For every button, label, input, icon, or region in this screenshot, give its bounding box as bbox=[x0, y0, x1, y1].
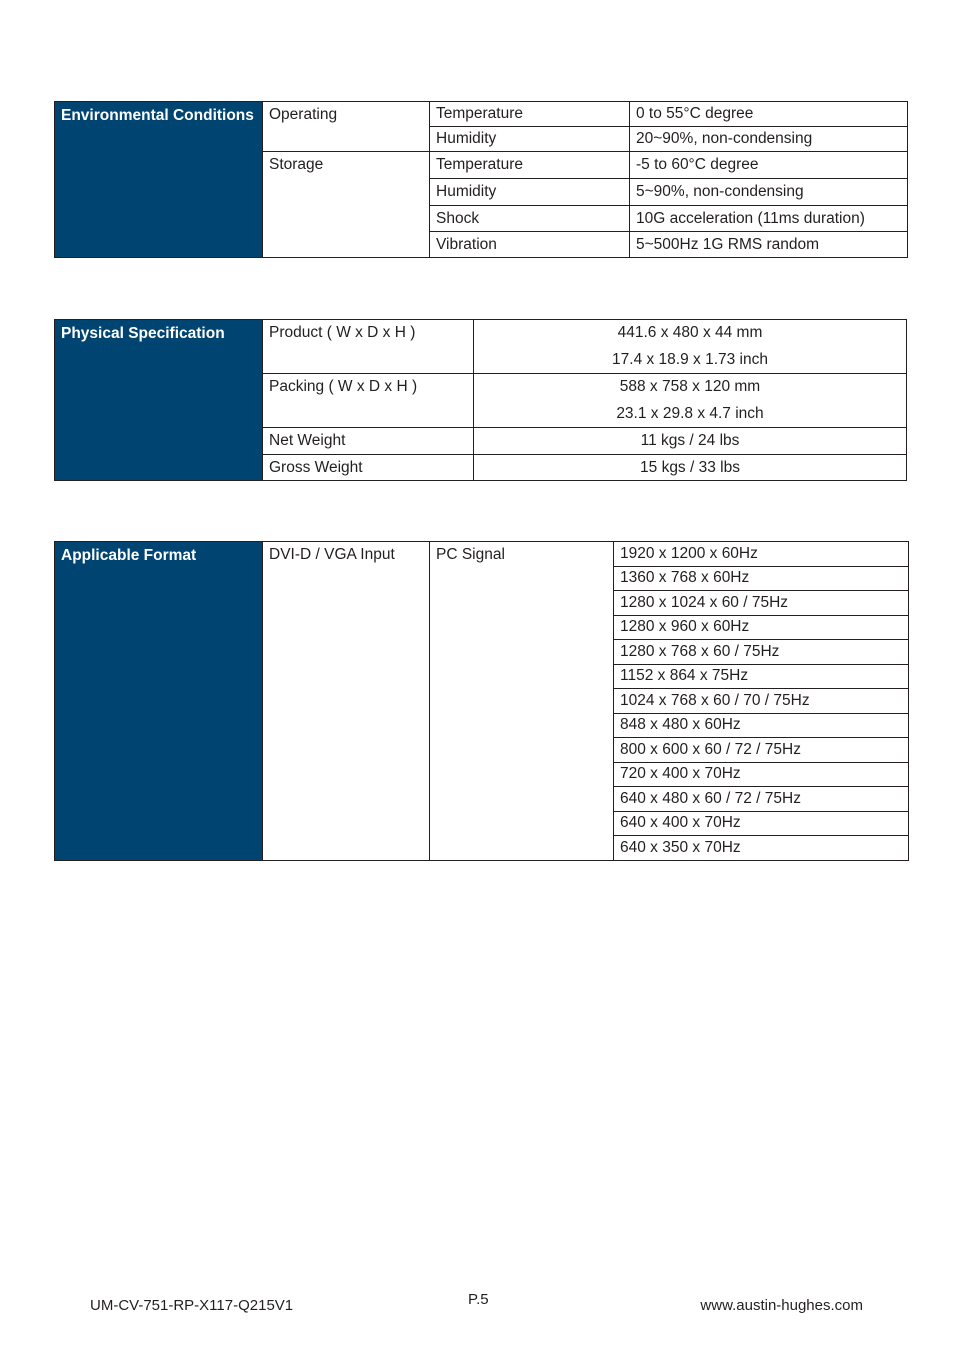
format-item: 800 x 600 x 60 / 72 / 75Hz bbox=[614, 738, 909, 763]
storage-temperature-value: -5 to 60°C degree bbox=[630, 152, 908, 179]
operating-label: Operating bbox=[263, 102, 430, 152]
format-item: 720 x 400 x 70Hz bbox=[614, 762, 909, 787]
operating-humidity-label: Humidity bbox=[430, 127, 630, 152]
format-item: 1360 x 768 x 60Hz bbox=[614, 566, 909, 591]
input-type-label: DVI-D / VGA Input bbox=[263, 542, 430, 861]
format-item: 640 x 400 x 70Hz bbox=[614, 811, 909, 836]
product-dimension-metric: 441.6 x 480 x 44 mm bbox=[474, 320, 907, 347]
format-item: 640 x 480 x 60 / 72 / 75Hz bbox=[614, 787, 909, 812]
storage-shock-value: 10G acceleration (11ms duration) bbox=[630, 206, 908, 232]
signal-type-label: PC Signal bbox=[430, 542, 614, 861]
net-weight-value: 11 kgs / 24 lbs bbox=[474, 428, 907, 455]
physical-table bbox=[54, 319, 907, 481]
footer-website: www.austin-hughes.com bbox=[700, 1297, 863, 1314]
format-item: 848 x 480 x 60Hz bbox=[614, 713, 909, 738]
storage-label: Storage bbox=[263, 152, 430, 258]
operating-temperature-value: 0 to 55°C degree bbox=[630, 102, 908, 127]
environmental-title: Environmental Conditions bbox=[55, 102, 263, 258]
footer-page-number: P.5 bbox=[468, 1291, 489, 1308]
product-dimension-label: Product ( W x D x H ) bbox=[263, 320, 474, 374]
format-item: 1920 x 1200 x 60Hz bbox=[614, 542, 909, 567]
product-dimension-imperial: 17.4 x 18.9 x 1.73 inch bbox=[474, 347, 907, 374]
storage-shock-label: Shock bbox=[430, 206, 630, 232]
applicable-format-table bbox=[54, 541, 909, 861]
operating-temperature-label: Temperature bbox=[430, 102, 630, 127]
operating-humidity-value: 20~90%, non-condensing bbox=[630, 127, 908, 152]
footer-doc-id: UM-CV-751-RP-X117-Q215V1 bbox=[90, 1297, 294, 1314]
gross-weight-value: 15 kgs / 33 lbs bbox=[474, 455, 907, 481]
storage-temperature-label: Temperature bbox=[430, 152, 630, 179]
format-item: 1280 x 960 x 60Hz bbox=[614, 615, 909, 640]
format-item: 1280 x 768 x 60 / 75Hz bbox=[614, 640, 909, 665]
gross-weight-label: Gross Weight bbox=[263, 455, 474, 481]
net-weight-label: Net Weight bbox=[263, 428, 474, 455]
physical-title: Physical Specification bbox=[55, 320, 263, 481]
format-item: 1152 x 864 x 75Hz bbox=[614, 664, 909, 689]
packing-dimension-metric: 588 x 758 x 120 mm bbox=[474, 374, 907, 401]
storage-humidity-label: Humidity bbox=[430, 179, 630, 206]
storage-vibration-label: Vibration bbox=[430, 232, 630, 258]
packing-dimension-imperial: 23.1 x 29.8 x 4.7 inch bbox=[474, 401, 907, 428]
applicable-format-title: Applicable Format bbox=[55, 542, 263, 861]
storage-vibration-value: 5~500Hz 1G RMS random bbox=[630, 232, 908, 258]
packing-dimension-label: Packing ( W x D x H ) bbox=[263, 374, 474, 428]
environmental-table bbox=[54, 101, 908, 258]
format-item: 1280 x 1024 x 60 / 75Hz bbox=[614, 591, 909, 616]
storage-humidity-value: 5~90%, non-condensing bbox=[630, 179, 908, 206]
format-item: 640 x 350 x 70Hz bbox=[614, 836, 909, 861]
format-item: 1024 x 768 x 60 / 70 / 75Hz bbox=[614, 689, 909, 714]
